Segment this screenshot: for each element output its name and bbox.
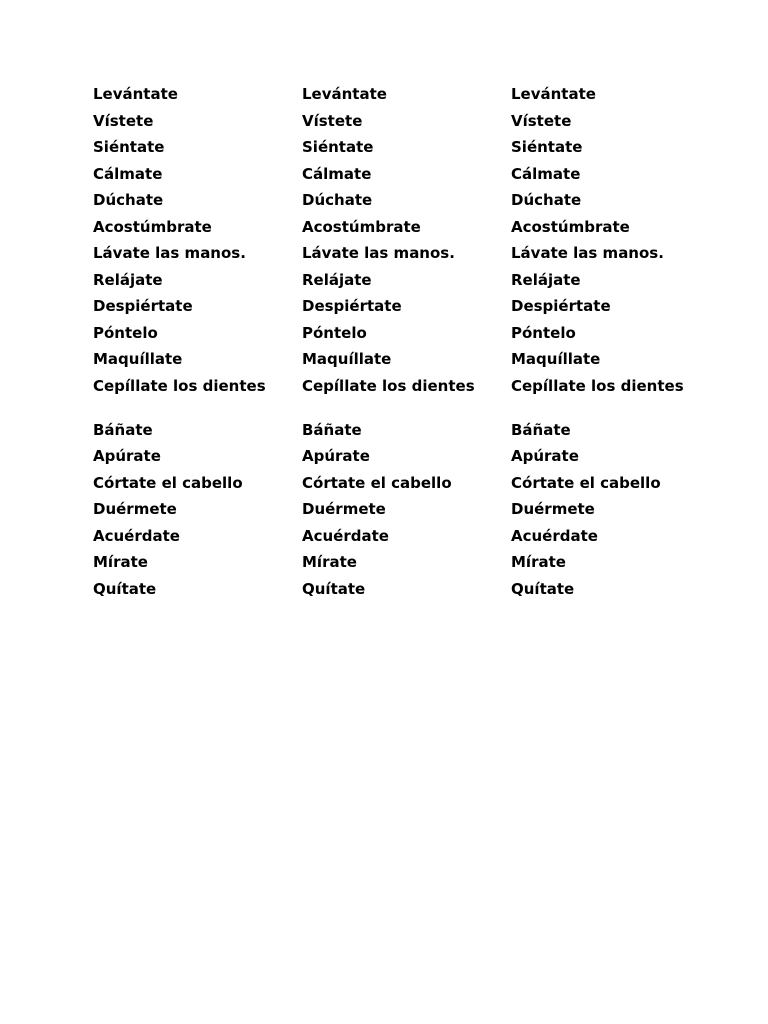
table-cell: Mírate bbox=[93, 553, 148, 571]
table-cell: Cepíllate los dientes bbox=[93, 376, 266, 395]
table-cell: Dúchate bbox=[302, 191, 373, 209]
table-cell: Quítate bbox=[511, 579, 575, 598]
table-cell: Póntelo bbox=[302, 323, 367, 342]
table-cell: Córtate el cabello bbox=[302, 473, 452, 492]
document-page bbox=[93, 86, 723, 607]
table-cell: Vístete bbox=[511, 111, 572, 130]
table-cell: Cepíllate los dientes bbox=[511, 376, 684, 395]
table-cell: Despiértate bbox=[93, 297, 193, 315]
table-cell: Acostúmbrate bbox=[302, 217, 421, 236]
table-cell: Relájate bbox=[302, 270, 372, 289]
table-cell: Cálmate bbox=[511, 164, 581, 183]
table-cell: Vístete bbox=[93, 111, 154, 130]
table-cell: Acostúmbrate bbox=[511, 217, 630, 236]
table-cell: Maquíllate bbox=[511, 350, 601, 368]
table-cell: Cálmate bbox=[93, 164, 163, 183]
table-cell: Acuérdate bbox=[511, 526, 598, 545]
table-cell: Báñate bbox=[511, 420, 571, 439]
table-cell: Cálmate bbox=[302, 164, 372, 183]
table-cell: Lávate las manos. bbox=[93, 244, 246, 262]
table-cell: Relájate bbox=[511, 270, 581, 289]
table-cell: Córtate el cabello bbox=[511, 473, 661, 492]
table-cell: Acuérdate bbox=[93, 526, 180, 545]
table-cell: Cepíllate los dientes bbox=[302, 376, 475, 395]
table-cell: Acostúmbrate bbox=[93, 217, 212, 236]
table-cell: Duérmete bbox=[511, 500, 595, 518]
table-cell: Dúchate bbox=[511, 191, 582, 209]
table-cell: Maquíllate bbox=[93, 350, 183, 368]
table-cell: Maquíllate bbox=[302, 350, 392, 368]
table-cell: Mírate bbox=[302, 553, 357, 571]
table-cell: Apúrate bbox=[302, 447, 370, 465]
table-cell: Levántate bbox=[511, 85, 596, 103]
table-cell: Báñate bbox=[302, 420, 362, 439]
table-cell: Lávate las manos. bbox=[302, 244, 455, 262]
table-cell: Despiértate bbox=[302, 297, 402, 315]
table-cell: Despiértate bbox=[511, 297, 611, 315]
table-cell: Báñate bbox=[93, 420, 153, 439]
table-cell: Vístete bbox=[302, 111, 363, 130]
table-cell: Lávate las manos. bbox=[511, 244, 664, 262]
table-cell: Duérmete bbox=[302, 500, 386, 518]
table-cell: Dúchate bbox=[93, 191, 164, 209]
table-cell: Córtate el cabello bbox=[93, 473, 243, 492]
table-cell: Siéntate bbox=[302, 138, 374, 156]
table-cell: Mírate bbox=[511, 553, 566, 571]
word-table bbox=[93, 86, 723, 607]
table-cell: Relájate bbox=[93, 270, 163, 289]
table-cell: Quítate bbox=[93, 579, 157, 598]
table-cell: Acuérdate bbox=[302, 526, 389, 545]
table-cell: Póntelo bbox=[511, 323, 576, 342]
table-cell: Apúrate bbox=[93, 447, 161, 465]
table-cell: Levántate bbox=[93, 85, 178, 103]
table-cell: Apúrate bbox=[511, 447, 579, 465]
table-cell: Duérmete bbox=[93, 500, 177, 518]
table-cell: Levántate bbox=[302, 85, 387, 103]
table-cell: Póntelo bbox=[93, 323, 158, 342]
table-cell: Siéntate bbox=[511, 138, 583, 156]
table-cell: Quítate bbox=[302, 579, 366, 598]
table-cell: Siéntate bbox=[93, 138, 165, 156]
